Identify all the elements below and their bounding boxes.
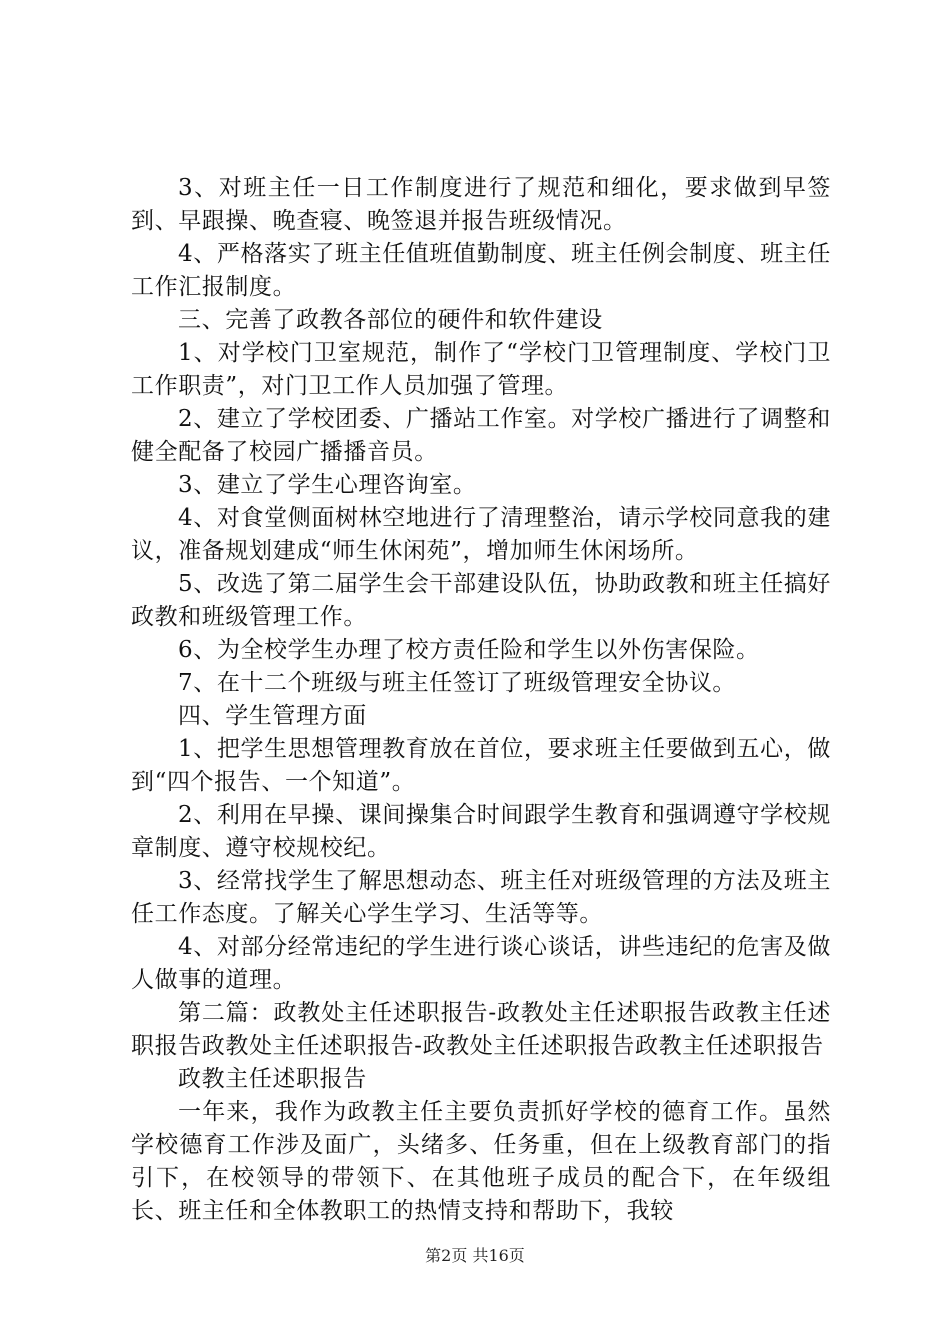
paragraph-leisure-garden: 4、对食堂侧面树林空地进行了清理整治，请示学校同意我的建议，准备规划建成“师生休闲苑”，增加师生休闲场所。 xyxy=(131,505,831,564)
paragraph-class-teacher-daily-rules: 3、对班主任一日工作制度进行了规范和细化，要求做到早签到、早跟操、晚查寝、晚签退并报告班级情况。 xyxy=(131,175,831,234)
paragraph-morning-exercise: 2、利用在早操、课间操集合时间跟学生教育和强调遵守学校规章制度、遵守校规校纪。 xyxy=(131,802,831,861)
page-footer: 第2页 共16页 xyxy=(425,1246,525,1265)
paragraph-duty-meeting-rules: 4、严格落实了班主任值班值勤制度、班主任例会制度、班主任工作汇报制度。 xyxy=(131,241,831,300)
paragraph-discipline-talks: 4、对部分经常违纪的学生进行谈心谈话，讲些违纪的危害及做人做事的道理。 xyxy=(131,934,831,993)
document-body xyxy=(131,172,831,1228)
paragraph-report-intro: 一年来，我作为政教主任主要负责抓好学校的德育工作。虽然学校德育工作涉及面广，头绪多、任务重，但在上级教育部门的指引下，在校领导的带领下、在其他班子成员的配合下，在年级组长、班主任和全体教职工的热情支持和帮助下，我较 xyxy=(131,1099,831,1224)
paragraph-gatehouse: 1、对学校门卫室规范，制作了“学校门卫管理制度、学校门卫工作职责”，对门卫工作人员加强了管理。 xyxy=(131,340,831,399)
paragraph-report-title: 政教主任述职报告 xyxy=(178,1066,367,1092)
section-heading-student-management: 四、学生管理方面 xyxy=(178,703,367,729)
paragraph-ideology-education: 1、把学生思想管理教育放在首位，要求班主任要做到五心，做到“四个报告、一个知道”。 xyxy=(131,736,831,795)
paragraph-safety-agreement: 7、在十二个班级与班主任签订了班级管理安全协议。 xyxy=(178,670,737,696)
section-heading-facilities: 三、完善了政教各部位的硬件和软件建设 xyxy=(178,307,603,333)
paragraph-second-article-title: 第二篇：政教处主任述职报告-政教处主任述职报告政教主任述职报告政教处主任述职报告-政教处主任述职报告政教主任述职报告 xyxy=(131,1000,831,1059)
paragraph-student-talks: 3、经常找学生了解思想动态、班主任对班级管理的方法及班主任工作态度。了解关心学生学习、生活等等。 xyxy=(131,868,831,927)
paragraph-counseling-room: 3、建立了学生心理咨询室。 xyxy=(178,472,477,498)
paragraph-student-union: 5、改选了第二届学生会干部建设队伍，协助政教和班主任搞好政教和班级管理工作。 xyxy=(131,571,831,630)
paragraph-insurance: 6、为全校学生办理了校方责任险和学生以外伤害保险。 xyxy=(178,637,760,663)
paragraph-broadcast-station: 2、建立了学校团委、广播站工作室。对学校广播进行了调整和健全配备了校园广播播音员。 xyxy=(131,406,831,465)
